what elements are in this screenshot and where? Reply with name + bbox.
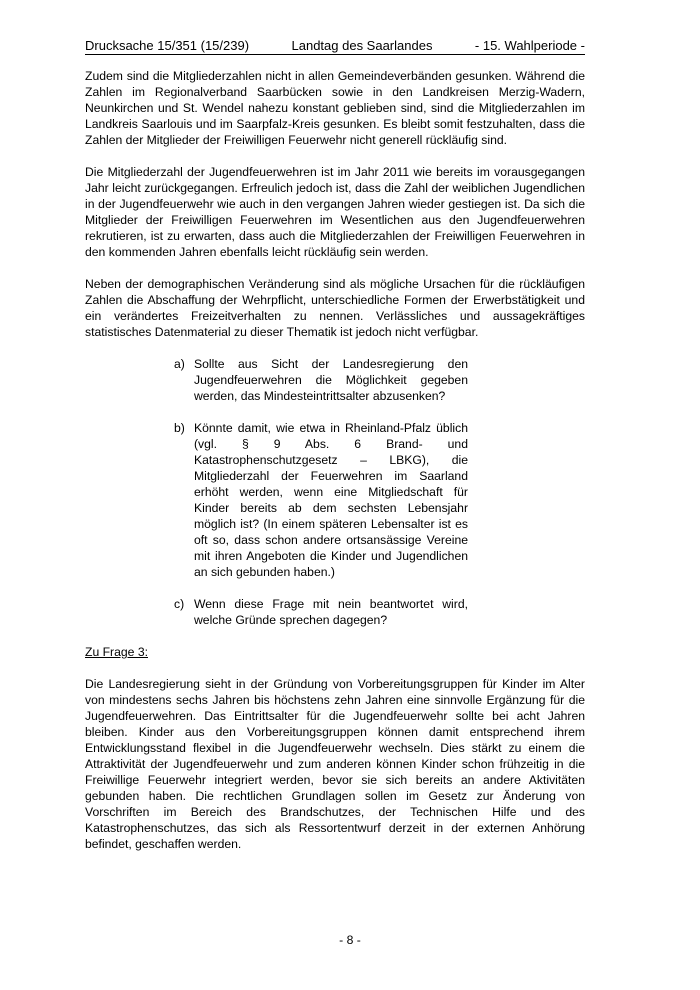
- question-label: a): [174, 357, 185, 371]
- answer-paragraph: Die Landesregierung sieht in der Gründung von Vorbereitungsgruppen für Kinder im Alter von mindestens sechs Jahren bis höchstens zehn Jahren eine sinnvolle Ergänzung für die Jugendfeuerwehren. Das Eintrittsalter für die Jugendfeuerwehr sollte bei acht Jahren bleiben. Kinder aus den Vorbereitungsgruppen können damit entsprechend ihrem Entwicklungsstand flexibel in die Jugendfeuerwehr wechseln. Dies stärkt zu einem die Attraktivität der Jugendfeuerwehr und zum anderen können Kinder schon frühzeitig in die Freiwillige Feuerwehr integriert werden, bevor sie sich bereits an andere Aktivitäten gebunden haben. Die rechtlichen Grundlagen sollen im Gesetz zur Änderung von Vorschriften im Bereich des Brandschutzes, der Technischen Hilfe und des Katastrophenschutzes, das sich als Ressortentwurf derzeit in der externen Anhörung befindet, geschaffen werden.: [85, 677, 585, 851]
- header-parliament: Landtag des Saarlandes: [291, 38, 433, 53]
- header-legislative-period: - 15. Wahlperiode -: [474, 38, 585, 53]
- question-item-c: [174, 596, 468, 628]
- paragraph-member-numbers: Zudem sind die Mitgliederzahlen nicht in allen Gemeindeverbänden gesunken. Während die Zahlen im Regionalverband Saarbücken sowie in den Landkreisen Merzig-Wadern, Neunkirchen und St. Wendel nahezu konstant geblieben sind, sind die Mitgliederzahlen im Landkreis Saarlouis und im Saarpfalz-Kreis gesunken. Es bleibt somit festzuhalten, dass die Zahlen der Mitglieder der Freiwilligen Feuerwehr nicht generell rückläufig sind.: [85, 69, 585, 147]
- header-document-number: Drucksache 15/351 (15/239): [85, 38, 250, 53]
- question-text: Könnte damit, wie etwa in Rheinland-Pfalz üblich (vgl. § 9 Abs. 6 Brand- und Katastrophenschutzgesetz – LBKG), die Mitgliederzahl der Feuerwehren im Saarland erhöht werden, wenn eine Mitgliedschaft für Kinder bereits ab dem sechsten Lebensjahr möglich ist? (In einem späteren Lebensalter ist es oft so, dass schon andere ortsansässige Vereine mit ihren Angeboten die Kinder und Jugendlichen an sich gebunden haben.): [194, 421, 468, 579]
- question-label: c): [174, 597, 185, 611]
- section-title-question-3: Zu Frage 3:: [85, 645, 148, 659]
- paragraph-causes: Neben der demographischen Veränderung sind als mögliche Ursachen für die rückläufigen Zahlen die Abschaffung der Wehrpflicht, unterschiedliche Formen der Erwerbstätigkeit und ein verändertes Freizeitverhalten zu nennen. Verlässliches und aussagekräftiges statistisches Datenmaterial zu dieser Thematik ist jedoch nicht verfügbar.: [85, 277, 585, 339]
- paragraph-youth-fire-brigade: Die Mitgliederzahl der Jugendfeuerwehren ist im Jahr 2011 wie bereits im vorausgegangen Jahr leicht zurückgegangen. Erfreulich jedoch ist, dass die Zahl der weiblichen Jugendlichen in der Jugendfeuerwehr wie auch in den vergangen Jahren wieder gestiegen ist. Da sich die Mitglieder der Freiwilligen Feuerwehren im Wesentlichen aus den Jugendfeuerwehren rekrutieren, ist zu erwarten, dass auch die Mitgliederzahlen der Freiwilligen Feuerwehren in den kommenden Jahren ebenfalls leicht rückläufig sein werden.: [85, 165, 585, 259]
- question-item-a: [174, 356, 468, 404]
- question-list: [174, 356, 468, 628]
- question-label: b): [174, 421, 185, 435]
- question-text: Wenn diese Frage mit nein beantwortet wird, welche Gründe sprechen dagegen?: [194, 597, 468, 627]
- page-number: - 8 -: [339, 933, 361, 947]
- question-text: Sollte aus Sicht der Landesregierung den Jugendfeuerwehren die Möglichkeit gegeben werden, das Mindesteintrittsalter abzusenken?: [194, 357, 468, 403]
- page-header: [85, 38, 585, 55]
- question-item-b: [174, 420, 468, 580]
- document-page: [85, 38, 585, 852]
